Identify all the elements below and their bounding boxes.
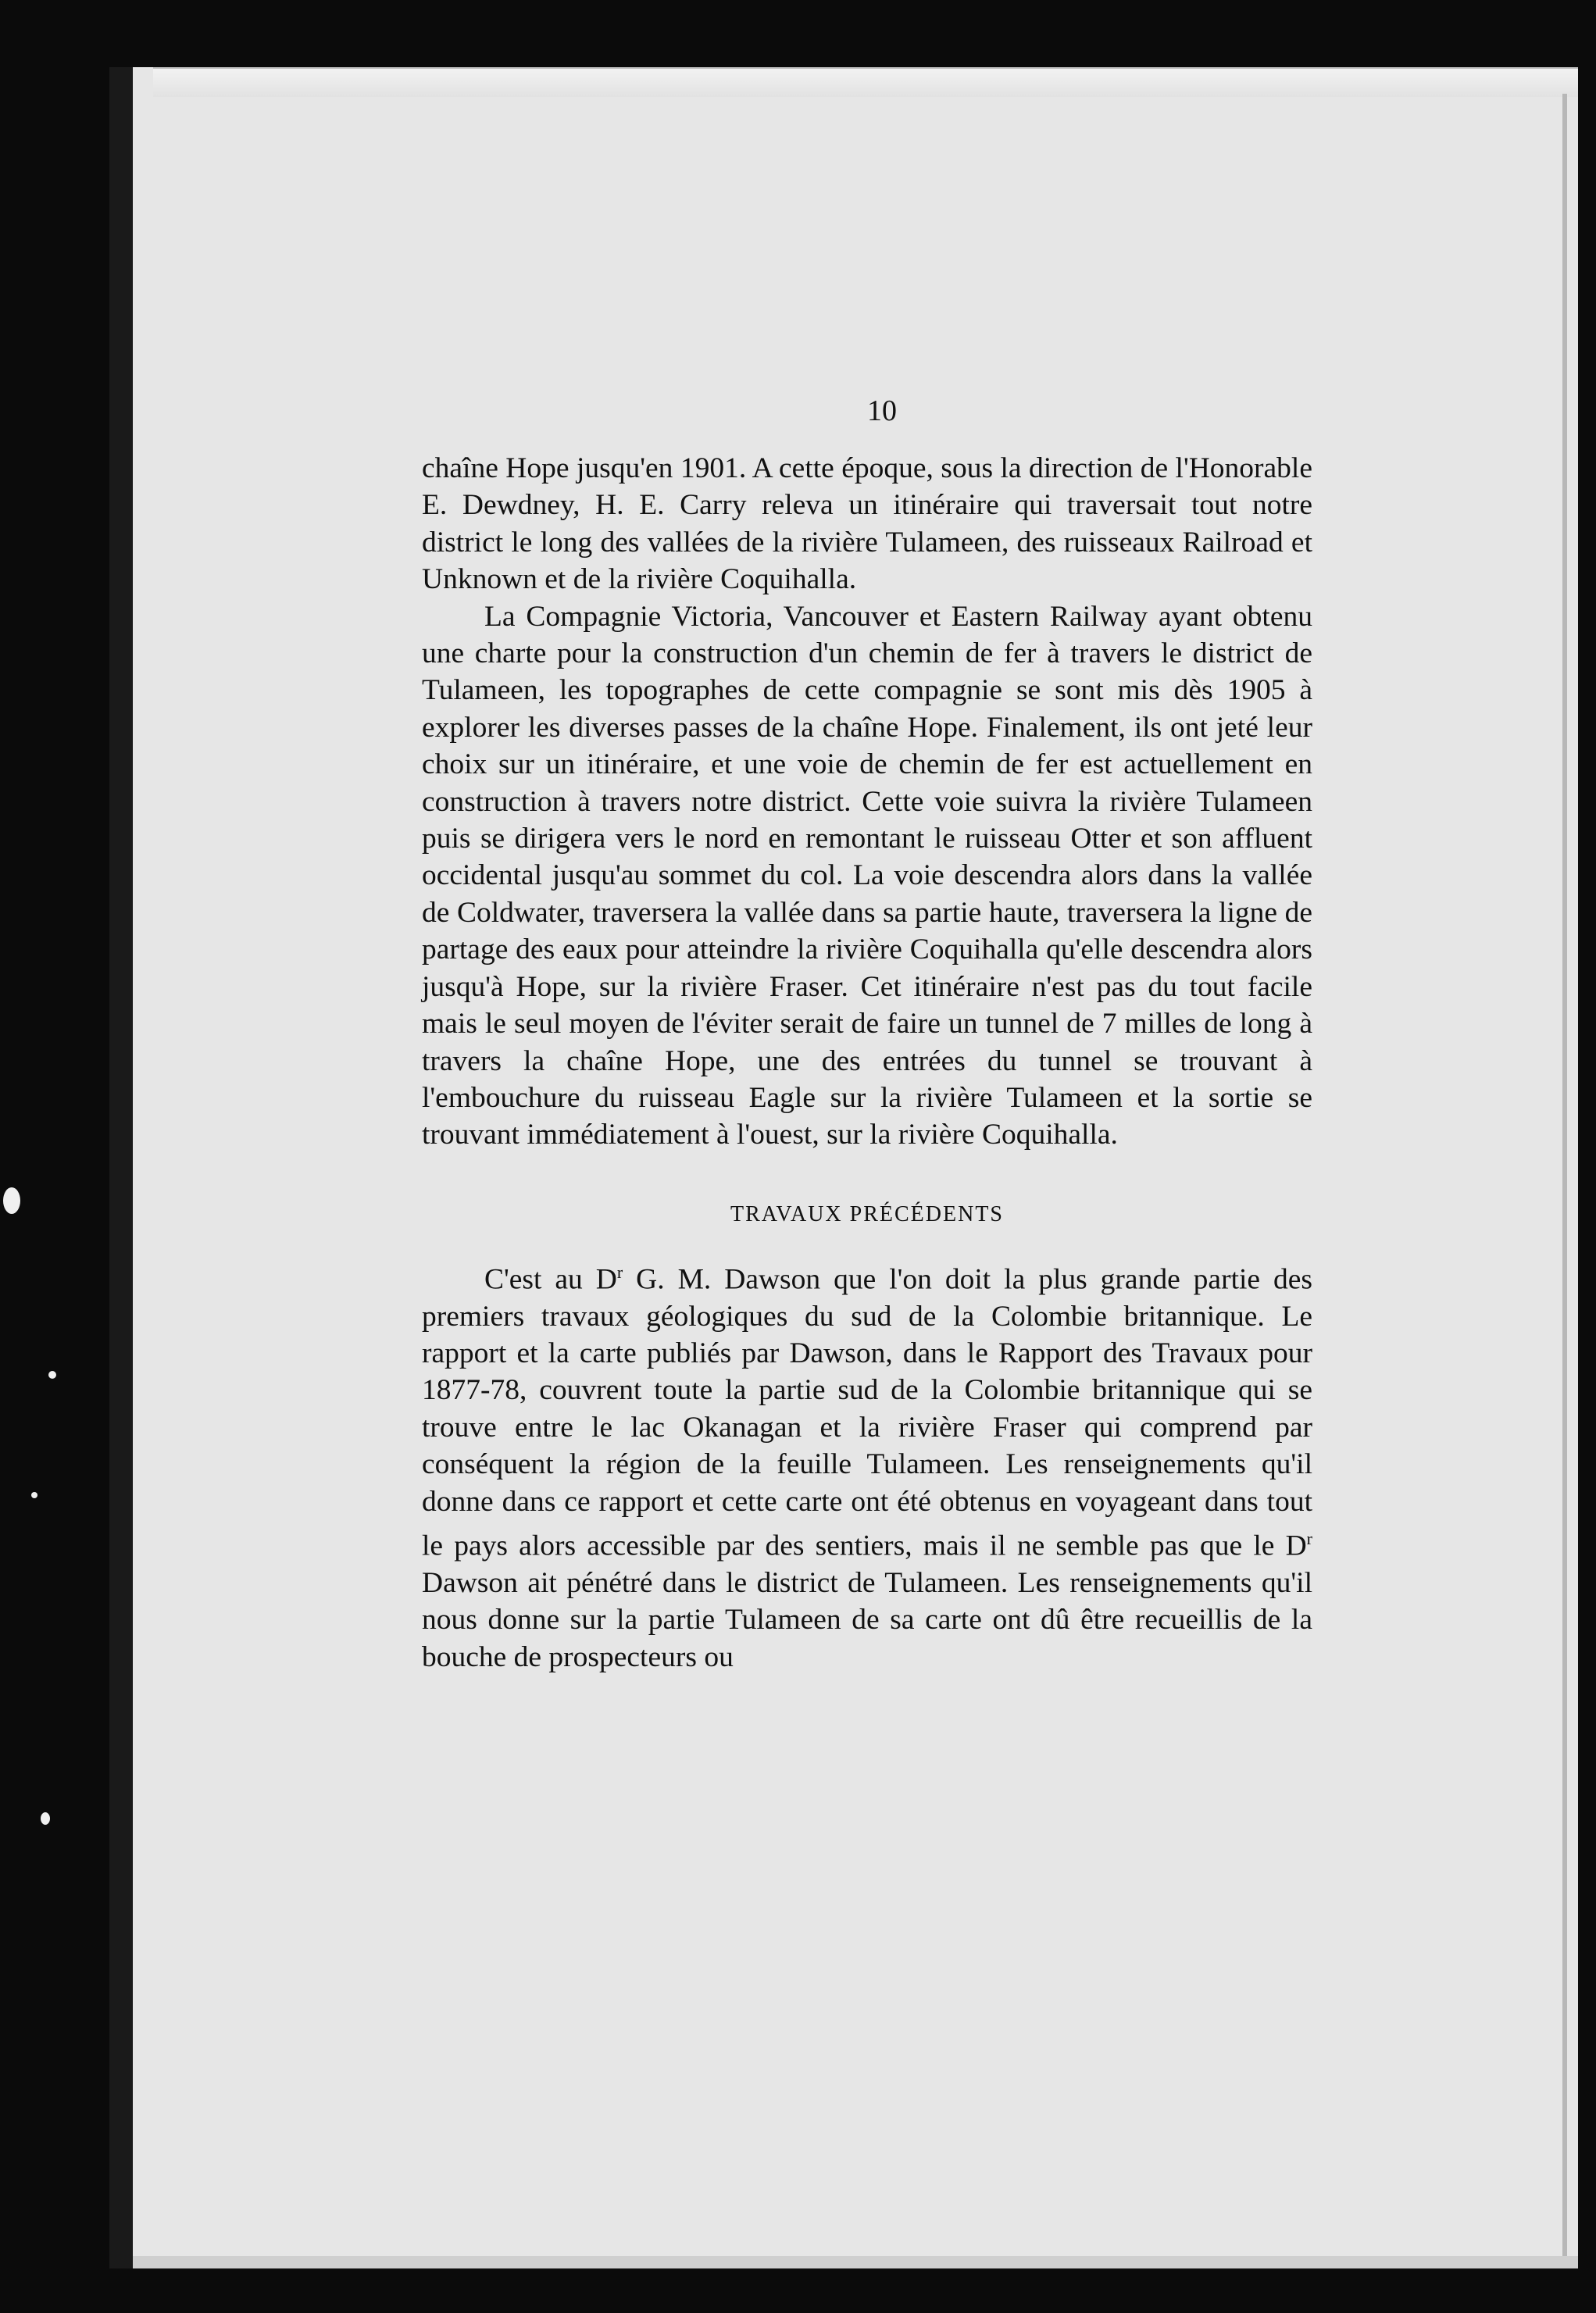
page-number: 10 [867,394,897,427]
section-heading: TRAVAUX PRÉCÉDENTS [730,1201,1004,1226]
page-top-edge [153,67,1578,97]
scan-speck [41,1812,50,1825]
text-segment: G. M. Dawson que l'on doit la plus grande partie des premiers travaux géologiques du sud de la Colombie britannique. Le rapport et la carte publiés par Dawson, dans le Rapport des Travaux pour 1877-78, couvrent toute la partie sud de la Colombie britannique qui se trouve entre le lac Okanagan et la rivière Fraser qui comprend par conséquent la région de la feuille Tulameen. Les renseignements qu'il donne dans ce rapport et cette carte ont été obtenus en voyageant dans tout le pays alors accessible par des sentiers, mais il ne semble pas que le D [422,1263,1313,1562]
scan-speck [31,1492,37,1498]
paragraph-railway: La Compagnie Victoria, Vancouver et Eastern Railway ayant obtenu une charte pour la construction d'un chemin de fer à travers le district de Tulameen, les topographes de cette compagnie se sont mis dès 1905 à explorer les diverses passes de la chaîne Hope. Finalement, ils ont jeté leur choix sur un itinéraire, et une voie de chemin de fer est actuellement en construction à travers notre district. Cette voie suivra la rivière Tulameen puis se dirigera vers le nord en remontant le ruisseau Otter et son affluent occidental jusqu'au sommet du col. La voie descendra alors dans la vallée de Coldwater, traversera la vallée dans sa partie haute, traversera la ligne de partage des eaux pour atteindre la rivière Coquihalla qu'elle descendra alors jusqu'à Hope, sur la rivière Fraser. Cet itinéraire n'est pas du tout facile mais le seul moyen de l'éviter serait de faire un tunnel de 7 milles de long à travers la chaîne Hope, une des entrées du tunnel se trouvant à l'embouchure du ruisseau Eagle sur la rivière Tulameen et la sortie se trouvant immédiatement à l'ouest, sur la rivière Coquihalla. [422,600,1312,1151]
scan-speck [3,1187,20,1214]
text-segment: Dawson ait pénétré dans le district de Tulameen. Les renseignements qu'il nous donne sur la partie Tulameen de sa carte ont dû être recueillis de la bouche de prospecteurs ou [422,1566,1312,1673]
superscript: r [616,1262,623,1282]
scan-speck [48,1371,56,1379]
paragraph-continued: chaîne Hope jusqu'en 1901. A cette époque, sous la direction de l'Honorable E. Dewdney, H. E. Carry releva un itinéraire qui traversait tout notre district le long des vallées de la rivière Tulameen, des ruisseaux Railroad et Unknown et de la rivière Coquihalla. [422,452,1312,596]
text-segment: C'est au D [484,1263,617,1296]
paragraph-dawson [422,1254,1312,1676]
page-content [422,389,1312,1676]
page-bottom-edge [133,2256,1578,2268]
page-right-edge [1562,94,1567,2268]
superscript: r [1306,1529,1312,1549]
